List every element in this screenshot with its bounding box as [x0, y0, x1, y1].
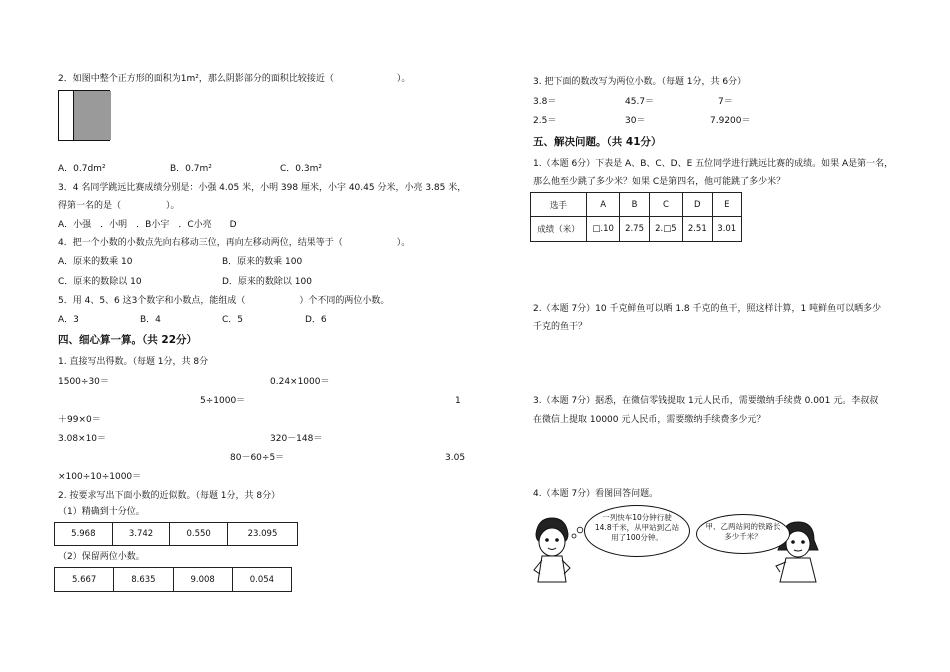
r-q3-item: 3.8＝: [533, 97, 557, 107]
q3-line1: 3．4 名同学跳远比赛成绩分别是：小强 4.05 米，小明 398 厘米，小宇 40.45 分米，小亮 3.85 米，: [58, 183, 467, 193]
r-q3-title: 3. 把下面的数改写为两位小数。（每题 1分，共 6分）: [533, 77, 747, 87]
square-figure: [58, 90, 110, 141]
table-cell: 9.008: [173, 568, 232, 592]
s4-sub1: （1）精确到十分位。: [58, 507, 145, 517]
s5-q4-title: 4.（本题 7分）看图回答问题。: [533, 489, 659, 499]
round-hundredths-table: [54, 567, 292, 592]
calc-item: 5÷1000＝: [200, 396, 246, 406]
table-cell: □.10: [587, 217, 620, 242]
s4-q1-title: 1. 直接写出得数。（每题 1分，共 8分: [58, 357, 209, 367]
thought-dot: [572, 534, 576, 538]
q4-text: 4．把一个小数的小数点先向右移动三位，再向左移动两位，结果等于（ ）。: [58, 238, 411, 248]
calc-item: 1: [455, 396, 461, 406]
table-cell: 3.742: [112, 523, 170, 546]
table-cell: 2.75: [620, 217, 649, 242]
calc-item: ＋99×0＝: [58, 415, 101, 425]
s4-sub2: （2）保留两位小数。: [58, 552, 145, 562]
table-cell: 23.095: [228, 523, 298, 546]
q3-options: A．小强 ．小明 ．B小宇 ．C小亮 D: [58, 220, 237, 230]
s5-q3-line1: 3.（本题 7分）据悉，在微信零钱提取 1元人民币，需要缴纳手续费 0.001 元。李叔叔: [533, 396, 879, 406]
boy-figure: [534, 518, 570, 582]
table-header-cell: 选手: [531, 193, 587, 217]
table-cell: 5.667: [55, 568, 114, 592]
table-cell: 2.□5: [649, 217, 682, 242]
calc-item: 1500÷30＝: [58, 377, 109, 387]
table-header-cell: E: [712, 193, 742, 217]
thought-dot: [577, 527, 583, 533]
q5-option-b: B．4: [140, 315, 161, 325]
bubble-left-text: 一列快车10分钟行驶14.8千米，从甲站到乙站用了100分钟。: [594, 513, 680, 542]
q4-option-b: B．原来的数乘 100: [222, 257, 303, 267]
q5-option-a: A．3: [58, 315, 79, 325]
table-header-cell: D: [683, 193, 712, 217]
q5-option-c: C．5: [222, 315, 244, 325]
calc-item: 80－60÷5＝: [230, 453, 285, 463]
table-cell: 2.51: [683, 217, 712, 242]
table-cell: 5.968: [55, 523, 113, 546]
bubble-right-text: 甲、乙两站间的铁路长多少千米？: [705, 522, 781, 541]
section5-title: 五、解决问题。（共 41分）: [533, 136, 662, 148]
table-cell: 0.550: [170, 523, 228, 546]
r-q3-item: 7＝: [718, 97, 733, 107]
round-tenths-table: [54, 522, 298, 546]
table-header-cell: A: [587, 193, 620, 217]
q4-option-a: A．原来的数乘 10: [58, 257, 133, 267]
table-cell: 成绩（米）: [531, 217, 587, 242]
q5-text: 5．用 4、5、6 这3个数字和小数点，能组成（ ）个不同的两位小数。: [58, 296, 390, 306]
s5-q2-line2: 千克的鱼干？: [533, 322, 588, 332]
r-q3-item: 2.5＝: [533, 116, 557, 126]
long-jump-table: [530, 192, 742, 242]
calc-item: 3.05: [445, 453, 466, 463]
table-header-cell: B: [620, 193, 649, 217]
calc-item: ×100÷10÷1000＝: [58, 472, 142, 482]
shaded-region: [73, 91, 111, 140]
q2-option-a: A．0.7dm²: [58, 164, 106, 174]
table-header-cell: C: [649, 193, 682, 217]
s5-q3-line2: 在微信上提取 10000 元人民币，需要缴纳手续费多少元？: [533, 415, 766, 425]
s5-q2-line1: 2.（本题 7分）10 千克鲜鱼可以晒 1.8 千克的鱼干，照这样计算，1 吨鲜鱼可以晒多少: [533, 304, 882, 314]
r-q3-item: 30＝: [625, 116, 646, 126]
calc-item: 0.24×1000＝: [270, 377, 330, 387]
table-cell: 3.01: [712, 217, 742, 242]
q5-option-d: D．6: [305, 315, 327, 325]
s5-q1-line2: 那么他至少跳了多少米？如果 C是第四名，他可能跳了多少米？: [533, 177, 786, 187]
table-cell: 0.054: [232, 568, 291, 592]
q4-option-d: D．原来的数除以 100: [222, 277, 312, 287]
q2-option-b: B．0.7m²: [170, 164, 212, 174]
r-q3-item: 7.9200＝: [710, 116, 751, 126]
calc-item: 3.08×10＝: [58, 434, 107, 444]
section4-title: 四、细心算一算。（共 22分）: [58, 334, 198, 346]
q4-option-c: C．原来的数除以 10: [58, 277, 142, 287]
q3-line2: 得第一名的是（ ）。: [58, 201, 180, 211]
s4-q2-title: 2. 按要求写出下面小数的近似数。（每题 1分，共 8分）: [58, 491, 281, 501]
table-cell: 8.635: [114, 568, 173, 592]
s5-q1-line1: 1.（本题 6分）下表是 A、B、C、D、E 五位同学进行跳远比赛的成绩。如果 A是第一名，: [533, 159, 894, 169]
q2-text: 2．如图中整个正方形的面积为1m²，那么阴影部分的面积比较接近（ ）。: [58, 74, 411, 84]
q2-option-c: C．0.3m²: [280, 164, 322, 174]
r-q3-item: 45.7＝: [625, 97, 655, 107]
calc-item: 320－148＝: [270, 434, 323, 444]
